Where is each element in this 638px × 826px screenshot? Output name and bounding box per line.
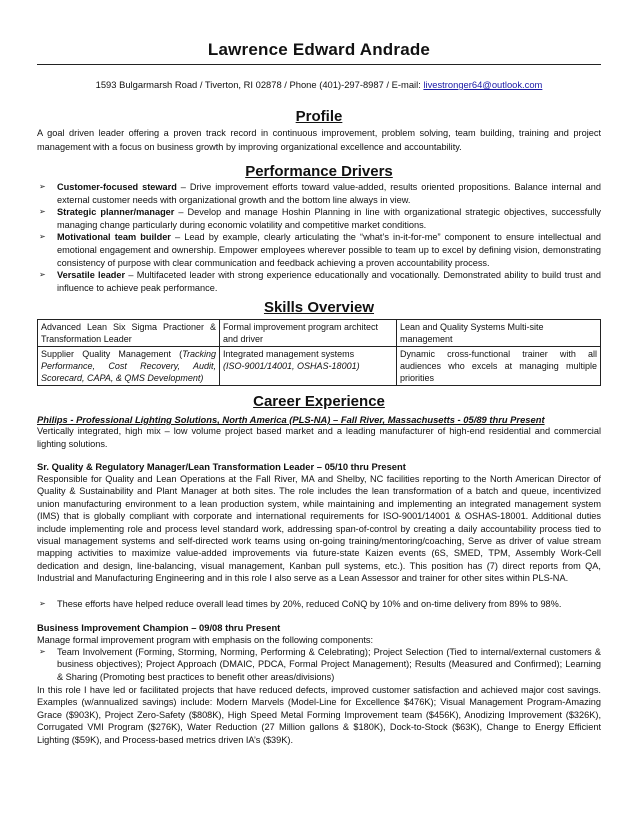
arrow-bullet-icon: ➢ xyxy=(39,599,46,608)
driver-label: Versatile leader xyxy=(57,270,126,281)
arrow-bullet-icon: ➢ xyxy=(39,207,46,217)
driver-text: – Drive improvement efforts toward value-added, results oriented propositions. Balance internal and external customer needs with organizational growth and the bottom line always in view. xyxy=(57,182,601,205)
driver-label: Strategic planner/manager xyxy=(57,207,175,218)
arrow-bullet-icon: ➢ xyxy=(39,270,46,280)
driver-item xyxy=(37,231,601,269)
driver-text: – Develop and manage Hoshin Planning in line with organizational strategic objectives, successfully managing change particularly during economic volatility and competitive market conditions. xyxy=(57,207,601,230)
contact-line xyxy=(37,79,601,90)
skill-cell xyxy=(220,347,397,386)
skill-cell xyxy=(38,347,220,386)
role-description: Responsible for Quality and Lean Operations at the Fall River, MA and Shelby, NC facilities reporting to the North American Director of Quality & Sustainability and Plant Manager at both sites. The role includes the lean transformation of a batch and queue, incentivized union manufacturing environment to a lean production system, while maintaining and implementing an integrated management system (IMS) that is globally compliant with corporate and international requirements for ISO-9001/14001 & OSHAS-18001. Additional duties include implementing role and process level standard work, addressing span-of-control by creating a daily accountability process tied to visual management systems and self-directed work teams using on-going training/mentoring/coaching, Serve as driver of value stream mapping activities to maximize value-added improvements via future-state Kaizen events (6S, SMED, TPM, Assembly Work-Cell dedication and design, line-balancing, visual management, Kanban pull systems, etc.). This position has (7) direct reports from QA, Industrial and Manufacturing Engineering and in this role I also serve as a Lean Assessor and trainer for other sites within PLS-NA. xyxy=(37,474,601,584)
role-description: In this role I have led or facilitated projects that have reduced defects, improved customer satisfaction and achieved major cost savings. Examples (w/annualized savings) include: Modern Marvels (Model-Line for Excellence $476K); Visual Management Program-Amazing Grace ($903K), Project Zero-Safety ($808K), High Speed Metal Forming Improvement team ($456K), Anodizing Improvement ($326K), Corrugated VMI Program ($276K), Water Reduction (27 Million gallons & $180K), Dock-to-Stock ($63K), Change to Energy Efficient Lighting ($59K), and Process-based metrics driven IA’s ($39K). xyxy=(37,685,601,745)
skill-detail: Tracking Performance, Cost Recovery, Audit, Scorecard, CAPA, & QMS Development) xyxy=(41,349,216,383)
driver-label: Motivational team builder xyxy=(57,232,171,243)
driver-item xyxy=(37,206,601,231)
skill-text: Integrated management systems xyxy=(223,349,355,359)
driver-text: – Multifaceted leader with strong experience educationally and vocationally. Demonstrated ability to build trust and influence to achieve peak performance. xyxy=(57,270,601,293)
driver-item xyxy=(37,181,601,206)
career-heading: Career Experience xyxy=(253,393,385,410)
company-description: Vertically integrated, high mix – low volume project based market and a leading manufacturer of high-end residential and commercial lighting solutions. xyxy=(37,426,601,449)
role-bullets xyxy=(37,598,601,611)
arrow-bullet-icon: ➢ xyxy=(39,182,46,191)
profile-text: A goal driven leader offering a proven track record in continuous improvement, problem solving, team building, training and project management with a focus on business growth by improving organizational excellence and accountability. xyxy=(37,128,601,152)
skill-cell: Formal improvement program architect and driver xyxy=(220,320,397,347)
role-title: Sr. Quality & Regulatory Manager/Lean Transformation Leader – 05/10 thru Present xyxy=(37,461,406,472)
list-item xyxy=(37,598,601,611)
skill-text: Supplier Quality Management ( xyxy=(41,349,183,359)
drivers-list xyxy=(37,181,601,294)
skill-cell: Advanced Lean Six Sigma Practioner & Transformation Leader xyxy=(38,320,220,347)
role-title: Business Improvement Champion – 09/08 thru Present xyxy=(37,622,281,633)
driver-text: – Lead by example, clearly articulating the “what’s in-it-for-me” component to ensure intellectual and emotional engagement and ownership. Empower employees wherever possible to team up to excel by defining vision, demonstrating consistency of purpose with clear communication and feedback achieving a proven accountability process. xyxy=(57,232,602,268)
arrow-bullet-icon: ➢ xyxy=(39,232,46,242)
skill-cell: Dynamic cross-functional trainer with all audiences who excels at managing multiple priorities xyxy=(397,347,601,386)
skills-table xyxy=(37,319,601,386)
list-item xyxy=(37,646,601,683)
contact-text: 1593 Bulgarmarsh Road / Tiverton, RI 02878 / Phone (401)-297-8987 / E-mail: xyxy=(95,79,424,90)
arrow-bullet-icon: ➢ xyxy=(39,647,46,656)
profile-heading: Profile xyxy=(295,108,343,125)
email-link[interactable]: livestronger64@outlook.com xyxy=(423,79,543,90)
driver-label: Customer-focused steward xyxy=(57,182,177,192)
candidate-name: Lawrence Edward Andrade xyxy=(207,40,431,59)
table-row xyxy=(38,347,601,386)
company-heading: Philips - Professional Lighting Solutions, North America (PLS-NA) – Fall River, Massachusetts - 05/89 thru Present xyxy=(37,414,545,425)
skill-cell: Lean and Quality Systems Multi-site management xyxy=(397,320,601,347)
driver-item xyxy=(37,269,601,294)
role-bullets xyxy=(37,646,601,683)
bullet-text: These efforts have helped reduce overall lead times by 20%, reduced CoNQ by 10% and on-time delivery from 89% to 98%. xyxy=(57,599,562,609)
skill-detail: (ISO-9001/14001, OSHAS-18001) xyxy=(223,361,360,371)
bullet-text: Team Involvement (Forming, Storming, Norming, Performing & Celebrating); Project Selection (Tied to internal/external customers & business objectives); Project Approach (DMAIC, PDCA, Formal Project Management); Results (Measured and Confirmed); Learning & Sharing (Promoting best practices to benefit other areas/divisions) xyxy=(57,647,601,682)
role-intro: Manage formal improvement program with emphasis on the following components: xyxy=(37,635,374,645)
header-divider xyxy=(37,64,601,65)
performance-drivers-heading: Performance Drivers xyxy=(245,163,393,180)
table-row xyxy=(38,320,601,347)
skills-heading: Skills Overview xyxy=(263,299,375,316)
